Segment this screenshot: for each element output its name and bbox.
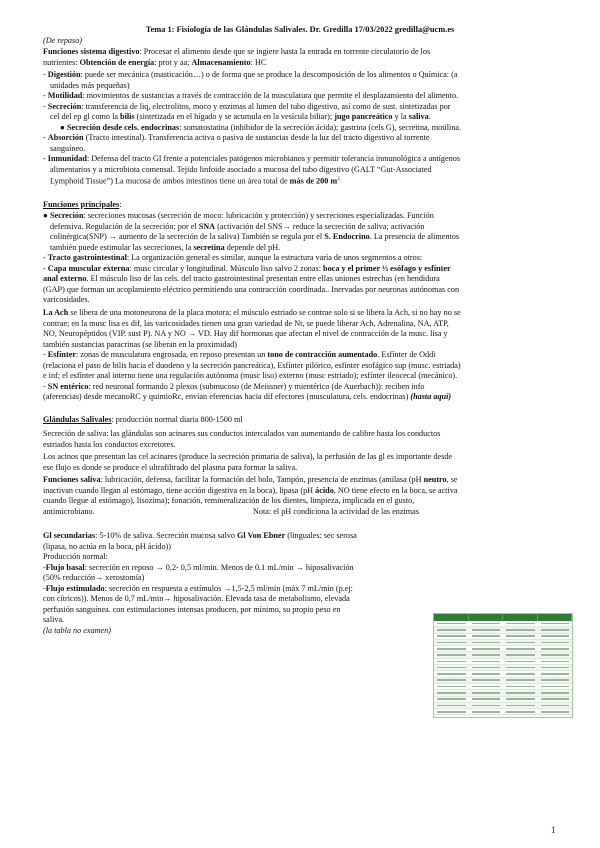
para-secretion: ● Secreción: secreciones mucosas (secreción de moco: lubricación y protección) y secreciones especializadas. Función [43, 211, 434, 220]
digestive-functions-line: nutrientes: Obtención de energía: prot y aa; Almacenamiento: HC [43, 57, 267, 67]
para-secondary-glands: Gl secundarias: 5-10% de saliva. Secreción mucosa salvo Gl Von Ebner (linguales: sec serosa [43, 531, 357, 540]
list-item-absorption: sanguíneo. [50, 143, 86, 153]
para-muscle-layer: varicosidades. [43, 295, 90, 304]
para-saliva-functions: inactivan cuando llegan al estómago, tiene acción digestiva en la boca), lipasa (pH ácido, NO tiene efecto en la boca, se activa [43, 485, 458, 495]
para-stimulated-flow: -Flujo estimulado: secreción en respuesta a estímulos →1,5-2,5 ml/min (máx 7 mL/min (p.ej: [43, 583, 353, 593]
para-sphincter: - Esfínter: zonas de musculatura engrosada, en reposo presentan un tono de contracción aumentado. Esfínter de Oddi [43, 350, 436, 359]
para-muscle-layer: (GAP) que forman un acoplamiento eléctrico permitiendo una contracción coordinada.. Inervadas por neuronas autónomas con [43, 284, 460, 294]
review-note: (De repaso) [43, 36, 83, 45]
para-stimulated-flow: perfusión sanguínea. con estimulaciones intensas producen, por mínimo, su propio peso en [43, 604, 341, 614]
para-basal-flow: (50% reducción→ xerostomía) [43, 573, 145, 582]
exam-note: (la tabla no examen) [43, 626, 111, 635]
para-muscle-layer: anal externo. El músculo liso de las cels. del tracto gastrointestinal presentan entre ellas uniones estrechas (en hendidura [43, 274, 440, 283]
para-enteric-ns: - SN entérico: red neuronal formando 2 plexos (submucoso (de Meissner) y mientérico (de Auerbach)): reciben info [43, 381, 425, 391]
para-muscle-layer: - Capa muscular externa: musc circular y longitudinal. Músculo liso salvo 2 zonas: boca y el primer ⅓ esófago y esfínter [43, 263, 451, 273]
para-ach: también sustancias paracrinas (se liberan en la proximidad) [43, 339, 237, 349]
list-item-absorption: - Absorción (Tracto intestinal). Transferencia activa o pasiva de sustancias desde la luz del tracto digestivo al torrente [43, 133, 430, 142]
para-ach: contrae; en la musc lisa es dif, las varicosidades tienen una gran variedad de Nt, se puede liberar Ach, Adrenalina, NA, ATP, [43, 318, 449, 328]
para-tract: - Tracto gastrointestinal: La organización general es similar, aunque la estructura varía de unos segmentos a otros: [43, 253, 423, 262]
para-sphincter: (relaciona el paso de bilis hacia el duodeno y la secreción pancreática), Esfínter pilórico, esfínter esofágico sup (musc. estriada) [43, 360, 461, 370]
para-stimulated-flow: saliva. [43, 615, 65, 624]
section-heading: Glándulas Salivales: producción normal diaria 800-1500 ml [43, 415, 243, 424]
para-acini: Los acinos que presentan las cel acinares (produce la secreción primaria de saliva), la perfusión de las gl es importante desde [43, 452, 452, 461]
ph-note: Nota: el pH condiciona la actividad de las enzimas [253, 506, 419, 516]
para-secondary-glands: (lipasa, no actúa en la boca, pH ácido)) [43, 541, 171, 551]
para-enteric-ns: (aferencias) desde mecanoRC y quimioRc, envían eferencias hacia dif efectores (musculatura, cels. endocrinas) (hasta aquí) [43, 392, 452, 401]
list-item-immunity: - Inmunidad: Defensa del tracto GI frente a potenciales patógenos microbianos y permitir tolerancia inmunológica a antígenos [43, 154, 461, 163]
para-saliva-functions: antimicrobiano. [43, 506, 95, 516]
list-item-secretion: - Secreción: transferencia de liq, electrolitos, moco y enzimas al lumen del tubo digestivo, así como de sust. sintetizadas por [43, 101, 451, 111]
document-title: Tema 1: Fisiología de las Glándulas Salivales. Dr. Gredilla 17/03/2022 gredilla@ucm.es [145, 25, 455, 34]
para-sphincter: e inf; el esfínter anal interno tiene una regulación autónoma (musc liso) externo (musc estriado); esfínter ileocecal (mecánico). [43, 371, 458, 380]
section-heading: Funciones principales: [43, 200, 122, 209]
digestive-functions-line: Funciones sistema digestivo: Procesar el alimento desde que se ingiere hasta la entrada en torrente circulatorio de los [43, 47, 431, 56]
para-ach: NO, Neuropéptidos (VIP. sust P). NA y NO → VD. Hay dif hormonas que afectan el nivel de contracción de la musc. lisa y [43, 329, 448, 338]
para-stimulated-flow: con cítricos)). Menos de 0,7 mL/min→ hiposalivación. Elevada tasa de metabolismo, elevada [43, 594, 350, 603]
list-item-motility: - Motilidad: movimientos de sustancias a través de contracción de la musculatura que permite el desplazamiento del alimento. [43, 91, 459, 100]
para-secretion: colinérgica(SNP) → aumento de la secreción de la saliva) También se regula por el S. Endocrino. La presencia de alimentos [50, 232, 460, 241]
list-item-digestion: unidades más pequeñas) [50, 80, 130, 90]
normal-production-label: Producción normal: [43, 552, 108, 561]
page-number: 1 [551, 825, 556, 835]
para-saliva-secretion: Secreción de saliva: las glándulas son acinares sus conductos intercalados van aumentando de calibre hasta los conductos [43, 429, 441, 438]
saliva-table-image [433, 613, 573, 718]
list-item-immunity: Lymphoid Tissue”) La mucosa de ambos intestinos tiene un área total de más de 200 $m^{2.}$ [50, 176, 341, 186]
list-item-digestion: - Digestión: puede ser mecánica (masticación…) o de forma que se produce la descomposición de los alimentos o Química: (a [43, 70, 458, 79]
para-basal-flow: -Flujo basal: secreción en reposo → 0,2- 0,5 ml/min. Menos de 0.1 mL/min → hiposalivación [43, 562, 354, 572]
list-item-endocrine: ● Secreción desde cels. endocrinas: somatostatina (inhibidor de la secreción ácida); gastrina (cels G), secretina, motilina. [60, 122, 462, 132]
para-ach: La Ach se libera de una motoneurona de la placa motora; el músculo estriado se contrae solo si se libera la Ach, si no hay no se [43, 308, 461, 317]
list-item-secretion: cel del ep gl como la bilis (sintetizada en el hígado y se acumula en la vesícula biliar); jugo pancreático y la saliva. [50, 112, 431, 121]
para-acini: ese flujo es donde se produce el ultrafiltrado del plasma para formar la saliva. [43, 462, 298, 472]
para-secretion: defensiva. Regulación de la secreción: por el SNA (activación del SNS→ reduce la secreción de saliva; activación [50, 221, 425, 231]
list-item-immunity: alimentarios y a microbiota comensal. Tejido linfoide asociado a mucosa del tubo digestivo (GALT “Gut-Associated [50, 164, 432, 174]
para-saliva-secretion: estriados hasta los conductos excretores. [43, 439, 176, 449]
para-secretion: también puede estimular las secreciones, la secretina depende del pH. [50, 242, 281, 252]
para-saliva-functions: Funciones saliva: lubricación, defensa, facilitar la formación del bolo, Tampón, presencia de enzimas (amilasa (pH neutro, se [43, 475, 458, 484]
para-saliva-functions: cuando llegue al estómago), lisozima); fonación, remineralización de los dientes, limpieza, implicada en el gusto, [43, 496, 415, 505]
